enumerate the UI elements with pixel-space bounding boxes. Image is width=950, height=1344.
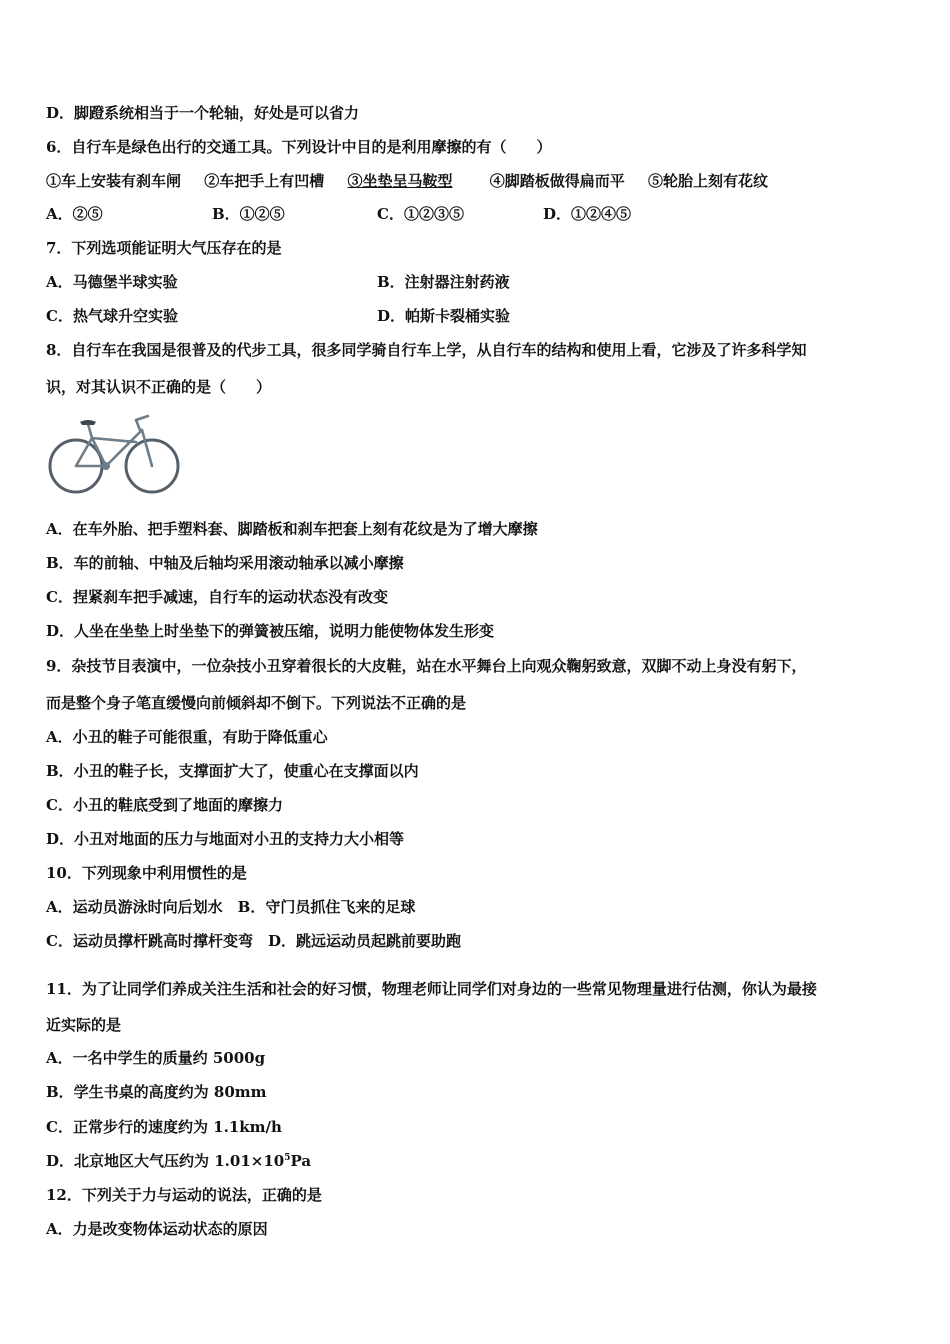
- q7-option-b: B．注射器注射药液: [377, 273, 510, 291]
- bicycle-seat: [80, 420, 96, 425]
- q7-option-a: A．马德堡半球实验: [46, 273, 178, 291]
- q9-option-c: C．小丑的鞋底受到了地面的摩擦力: [46, 796, 283, 814]
- q5-option-d: D．脚蹬系统相当于一个轮轴，好处是可以省力: [46, 104, 360, 122]
- q9-stem-line1: 9．杂技节目表演中，一位杂技小丑穿着很长的大皮鞋，站在水平舞台上向观众鞠躬致意，双脚不动上身没有躬下，: [46, 657, 807, 675]
- q6-option-a: A．②⑤: [46, 205, 103, 223]
- bicycle-crank: [102, 462, 110, 470]
- q7-stem: 7．下列选项能证明大气压存在的是: [46, 239, 282, 257]
- q11-option-d-unit: Pa: [290, 1152, 312, 1170]
- q11-stem-line1: 11．为了让同学们养成关注生活和社会的好习惯，物理老师让同学们对身边的一些常见物理量进行估测，你认为最接: [46, 980, 817, 998]
- q11-option-b: B．学生书桌的高度约为 80mm: [46, 1083, 267, 1101]
- q8-option-c: C．捏紧刹车把手减速，自行车的运动状态没有改变: [46, 588, 388, 606]
- q6-items: [46, 172, 768, 190]
- q8-stem-line1: 8．自行车在我国是很普及的代步工具，很多同学骑自行车上学，从自行车的结构和使用上看，它涉及了许多科学知: [46, 341, 807, 359]
- bicycle-handlebar: [136, 416, 148, 430]
- q6-item-1: ①车上安装有刹车闸: [46, 172, 182, 190]
- q8-option-d: [46, 622, 494, 640]
- q6-item-2: ②车把手上有凹槽: [204, 172, 325, 190]
- q8-option-a: A．在车外胎、把手塑料套、脚踏板和刹车把套上刻有花纹是为了增大摩擦: [46, 520, 538, 538]
- q6-option-c: C．①②③⑤: [377, 205, 464, 223]
- q6-stem: 6．自行车是绿色出行的交通工具。下列设计中目的是利用摩擦的有（ ）: [46, 138, 552, 156]
- q11-option-d-text: D．北京地区大气压约为 1.01×10: [46, 1152, 285, 1170]
- bicycle-seat-post: [88, 424, 92, 438]
- q7-option-c: C．热气球升空实验: [46, 307, 178, 325]
- q12-option-a: A．力是改变物体运动状态的原因: [46, 1220, 268, 1238]
- q6-option-d: D．①②④⑤: [543, 205, 632, 223]
- bicycle-icon: [44, 408, 182, 498]
- q11-option-a: A．一名中学生的质量约 5000g: [46, 1049, 266, 1067]
- q11-stem-line2: 近实际的是: [46, 1016, 122, 1034]
- q8-option-d-text: D．人坐在坐垫上时坐垫下的弹簧被压缩，说明力能使物体发生形变: [46, 622, 495, 640]
- q6-item-3: ③坐垫呈马鞍型: [347, 172, 453, 190]
- q8-stem-line2: 识，对其认识不正确的是（ ）: [46, 378, 272, 396]
- q8-option-b: B．车的前轴、中轴及后轴均采用滚动轴承以减小摩擦: [46, 554, 404, 572]
- q10-options-ab: A．运动员游泳时向后划水 B．守门员抓住飞来的足球: [46, 898, 416, 916]
- q11-option-c: C．正常步行的速度约为 1.1km/h: [46, 1118, 282, 1136]
- q10-options-cd: C．运动员撑杆跳高时撑杆变弯 D．跳远运动员起跳前要助跑: [46, 932, 461, 950]
- q11-option-d: [46, 1152, 311, 1170]
- q12-stem: 12．下列关于力与运动的说法，正确的是: [46, 1186, 322, 1204]
- q9-option-a: A．小丑的鞋子可能很重，有助于降低重心: [46, 728, 328, 746]
- q6-option-b: B．①②⑤: [212, 205, 285, 223]
- q6-item-5: ⑤轮胎上刻有花纹: [648, 172, 769, 190]
- q9-option-b: B．小丑的鞋子长，支撑面扩大了，使重心在支撑面以内: [46, 762, 419, 780]
- q10-stem: 10．下列现象中利用惯性的是: [46, 864, 247, 882]
- q7-option-d: D．帕斯卡裂桶实验: [377, 307, 511, 325]
- q9-option-d: D．小丑对地面的压力与地面对小丑的支持力大小相等: [46, 830, 405, 848]
- q11-option-d-exponent: 5: [284, 1153, 291, 1163]
- q6-item-4: ④脚踏板做得扁而平: [489, 172, 625, 190]
- q9-stem-line2: 而是整个身子笔直缓慢向前倾斜却不倒下。下列说法不正确的是: [46, 694, 467, 712]
- bicycle-frame: [76, 430, 152, 466]
